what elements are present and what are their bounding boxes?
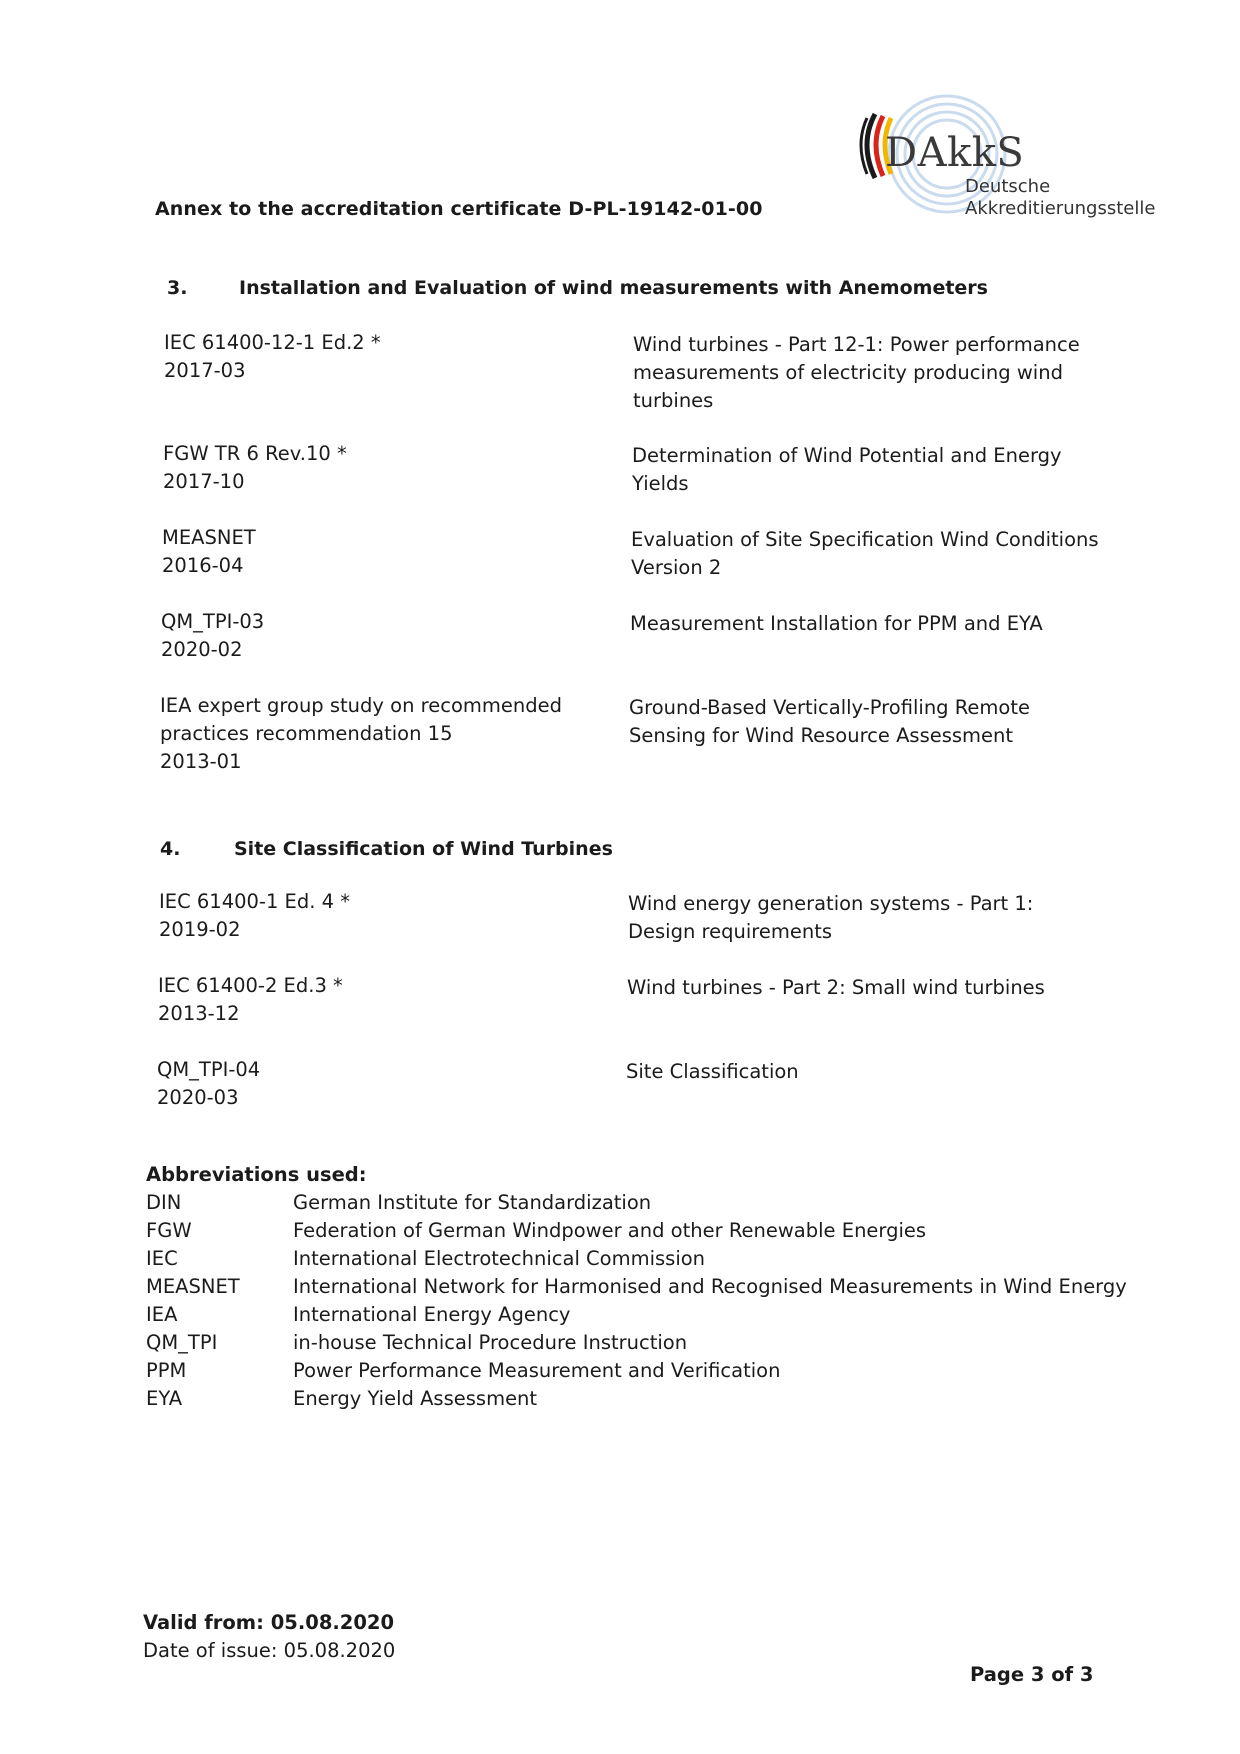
abbreviation-meaning: Power Performance Measurement and Verification [293,1359,781,1382]
logo-subtitle-line2: Akkreditierungsstelle [965,198,1156,219]
date-of-issue: Date of issue: 05.08.2020 [143,1639,396,1662]
dakks-logo [835,92,1155,222]
standard-reference: FGW TR 6 Rev.10 * 2017-10 [163,442,347,493]
page-number: Page 3 of 3 [970,1663,1094,1686]
standard-reference: IEA expert group study on recommended practices recommendation 15 2013-01 [160,694,562,773]
standard-reference: QM_TPI-04 2020-03 [157,1058,261,1109]
standard-description: Wind energy generation systems - Part 1: Design requirements [628,892,1034,943]
abbreviations-heading: Abbreviations used: [146,1163,367,1186]
section-number: 3. [167,277,188,299]
abbreviation-row [146,1303,1146,1331]
abbreviation-code: IEA [146,1303,178,1326]
section-title: Installation and Evaluation of wind measurements with Anemometers [239,277,988,299]
standard-description: Wind turbines - Part 12-1: Power performance measurements of electricity producing wind turbines [633,333,1080,412]
standard-reference: IEC 61400-12-1 Ed.2 * 2017-03 [164,331,381,382]
abbreviation-row [146,1191,1146,1219]
standard-description: Measurement Installation for PPM and EYA [630,612,1043,635]
standard-reference: IEC 61400-1 Ed. 4 * 2019-02 [159,890,351,941]
abbreviation-code: QM_TPI [146,1331,218,1354]
abbreviation-code: EYA [146,1387,183,1410]
logo-subtitle-line1: Deutsche [965,176,1051,197]
abbreviation-meaning: German Institute for Standardization [293,1191,652,1214]
standard-description: Wind turbines - Part 2: Small wind turbines [627,976,1045,999]
section-title: Site Classification of Wind Turbines [234,838,613,860]
standard-reference: MEASNET 2016-04 [162,526,256,577]
abbreviation-meaning: Federation of German Windpower and other Renewable Energies [293,1219,927,1242]
abbreviation-meaning: International Network for Harmonised and Recognised Measurements in Wind Energy [293,1275,1127,1298]
abbreviation-row [146,1247,1146,1275]
section-number: 4. [160,838,181,860]
standard-reference: IEC 61400-2 Ed.3 * 2013-12 [158,974,343,1025]
abbreviation-meaning: International Electrotechnical Commission [293,1247,706,1270]
valid-from: Valid from: 05.08.2020 [143,1611,395,1634]
standard-description: Determination of Wind Potential and Energy Yields [632,444,1062,495]
abbreviation-code: DIN [146,1191,182,1214]
abbreviation-row [146,1331,1146,1359]
abbreviation-row [146,1275,1146,1303]
standard-description: Site Classification [626,1060,799,1083]
standard-description: Ground-Based Vertically-Profiling Remote Sensing for Wind Resource Assessment [629,696,1030,747]
abbreviation-row [146,1359,1146,1387]
abbreviation-row [146,1219,1146,1247]
abbreviation-meaning: Energy Yield Assessment [293,1387,538,1410]
annex-title: Annex to the accreditation certificate D-PL-19142-01-00 [155,198,763,220]
abbreviation-code: MEASNET [146,1275,240,1298]
abbreviation-code: PPM [146,1359,187,1382]
standard-reference: QM_TPI-03 2020-02 [161,610,265,661]
abbreviation-code: FGW [146,1219,192,1242]
standard-description: Evaluation of Site Specification Wind Conditions Version 2 [631,528,1099,579]
abbreviation-meaning: in-house Technical Procedure Instruction [293,1331,688,1354]
logo-wordmark: DAkkS [885,130,1025,176]
abbreviation-meaning: International Energy Agency [293,1303,571,1326]
abbreviation-row [146,1387,1146,1415]
abbreviation-code: IEC [146,1247,178,1270]
